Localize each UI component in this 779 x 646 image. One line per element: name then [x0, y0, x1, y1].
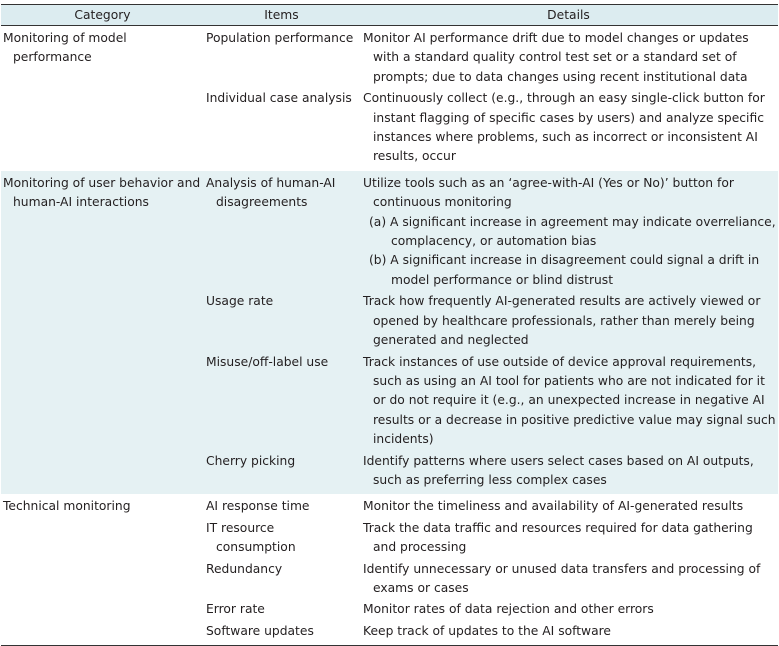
table-row [1, 291, 778, 351]
details-text: Track how frequently AI-generated results are actively viewed or opened by healthcare professionals, rather than merely being generated and neglected [363, 294, 761, 348]
table-row [1, 352, 778, 451]
table-row [1, 88, 778, 171]
category-cell [1, 518, 204, 559]
category-cell [1, 352, 204, 451]
table-row [1, 494, 778, 517]
details-text: Identify patterns where users select cases based on AI outputs, such as preferring less complex cases [363, 453, 754, 487]
item-cell: AI response time [206, 499, 310, 514]
category-cell [1, 559, 204, 600]
item-cell: IT resource consumption [206, 520, 296, 555]
details-text: Identify unnecessary or unused data transfers and processing of exams or cases [363, 561, 761, 595]
details-cell [359, 494, 778, 517]
category-cell [1, 599, 204, 620]
category-cell [1, 621, 204, 646]
details-cell [359, 171, 778, 291]
category-cell: Monitoring of user behavior and human-AI interactions [1, 171, 204, 291]
category-cell [1, 451, 204, 495]
details-text: Monitor the timeliness and availability of AI-generated results [363, 499, 744, 514]
item-cell: Individual case analysis [206, 91, 352, 106]
details-text: Track instances of use outside of device approval requirements, such as using an AI tool for patients who are not indicated for it or do not require it (e.g., an unexpected increase in negative AI results or a decrease in positive predictive value may signal such incidents) [363, 354, 776, 447]
header-category: Category [74, 8, 131, 22]
details-text: Utilize tools such as an ‘agree-with-AI (Yes or No)’ button for continuous monitoring [363, 175, 734, 210]
item-cell: Misuse/off-label use [204, 352, 359, 451]
details-text: Continuously collect (e.g., through an easy single-click button for instant flagging of specific cases by users) and analyze specific instances where problems, such as incorrect or inconsistent AI results, occur [363, 91, 765, 164]
details-text: Monitor rates of data rejection and other errors [363, 602, 654, 617]
details-cell [359, 621, 778, 646]
header-details: Details [547, 8, 590, 22]
table-body [1, 26, 778, 646]
table-row [1, 26, 778, 89]
details-cell [359, 88, 778, 171]
item-cell: Usage rate [204, 291, 359, 351]
header-items: Items [264, 8, 299, 22]
table-row [1, 171, 778, 291]
item-cell: Error rate [206, 602, 265, 617]
item-cell: Analysis of human-AI disagreements [204, 171, 359, 291]
details-subpoint: (b) A significant increase in disagreement could signal a drift in model performance or blind distrust [369, 253, 760, 287]
category-cell [1, 88, 204, 171]
table-row [1, 518, 778, 559]
details-cell [359, 599, 778, 620]
details-cell [359, 559, 778, 600]
details-text: Track the data traffic and resources required for data gathering and processing [363, 520, 753, 555]
details-cell [359, 291, 778, 351]
item-cell: Population performance [206, 31, 354, 45]
table-row [1, 559, 778, 600]
item-cell: Software updates [206, 623, 314, 638]
item-cell: Cherry picking [204, 451, 359, 495]
details-cell [359, 26, 778, 89]
category-cell [1, 291, 204, 351]
details-subpoint: (a) A significant increase in agreement may indicate overreliance, complacency, or automation bias [369, 214, 776, 249]
details-cell [359, 518, 778, 559]
item-cell: Redundancy [206, 561, 283, 576]
table-row [1, 621, 778, 646]
category-cell: Technical monitoring [3, 499, 131, 514]
table-row [1, 599, 778, 620]
details-cell [359, 352, 778, 451]
category-cell: Monitoring of model performance [3, 31, 127, 65]
details-text: Monitor AI performance drift due to model changes or updates with a standard quality control test set or a standard set of prompts; due to data changes using recent institutional data [363, 31, 749, 84]
details-text: Keep track of updates to the AI software [363, 623, 612, 638]
header-row [1, 5, 778, 26]
monitoring-table [1, 4, 778, 646]
table-row [1, 451, 778, 495]
details-cell [359, 451, 778, 495]
